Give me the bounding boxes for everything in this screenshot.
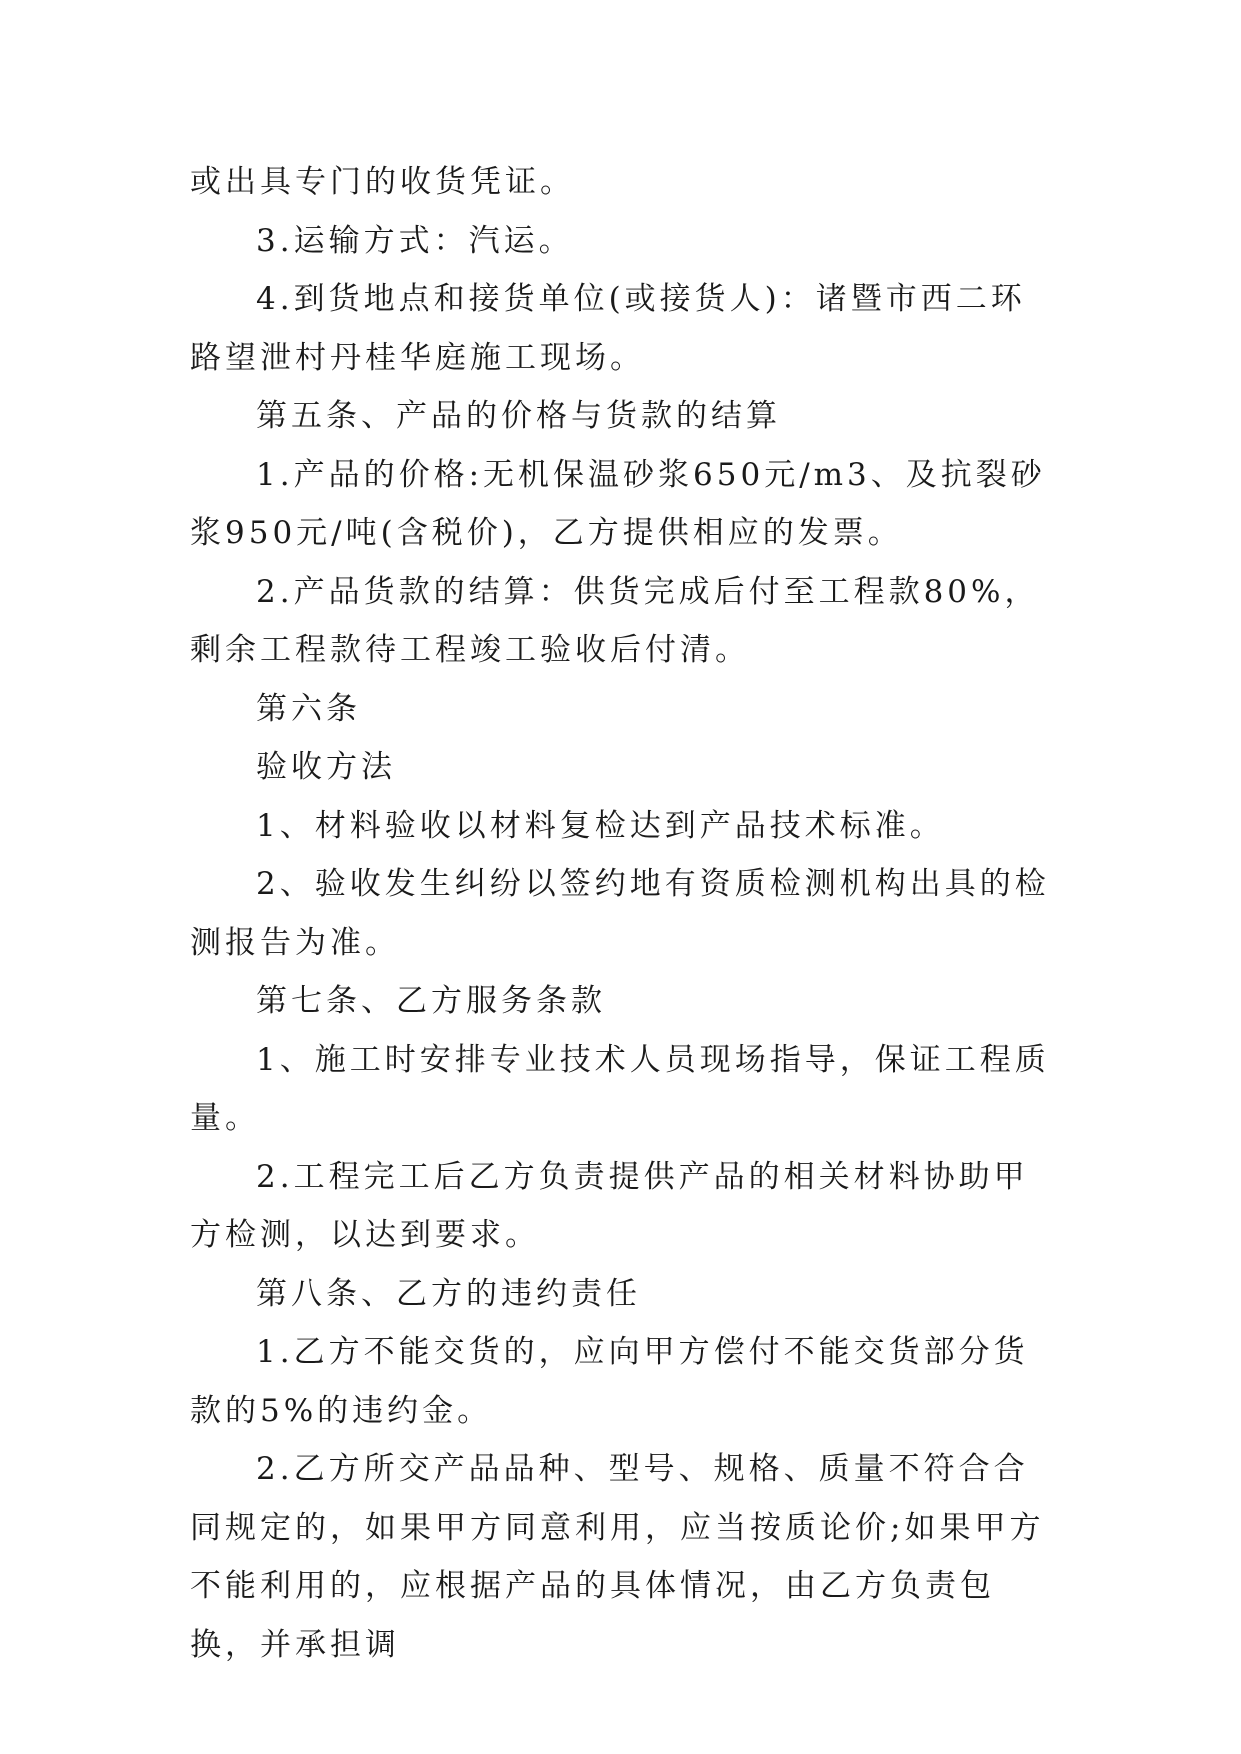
- paragraph: 1、材料验收以材料复检达到产品技术标准。: [256, 807, 945, 844]
- paragraph: 1.产品的价格:无机保温砂浆650元/m3、及抗裂砂浆950元/吨(含税价)，乙方提供相应的发票。: [190, 456, 1046, 551]
- paragraph: 2.产品货款的结算：供货完成后付至工程款80%，剩余工程款待工程竣工验收后付清。: [190, 573, 1040, 668]
- section-subheading: 验收方法: [256, 749, 396, 785]
- section-heading: 第八条、乙方的违约责任: [256, 1275, 641, 1312]
- paragraph: 3.运输方式：汽运。: [256, 222, 574, 259]
- paragraph: 1.乙方不能交货的，应向甲方偿付不能交货部分货款的5%的违约金。: [190, 1334, 1029, 1429]
- section-heading: 第六条: [256, 690, 361, 727]
- paragraph: 2.乙方所交产品品种、型号、规格、质量不符合合同规定的，如果甲方同意利用，应当按质论价;如果甲方不能利用的，应根据产品的具体情况，由乙方负责包换，并承担调: [190, 1451, 1045, 1663]
- section-heading: 第七条、乙方服务条款: [256, 983, 606, 1019]
- document-body: [190, 153, 1050, 1674]
- paragraph: 2.工程完工后乙方负责提供产品的相关材料协助甲方检测，以达到要求。: [190, 1158, 1029, 1253]
- paragraph: 1、施工时安排专业技术人员现场指导，保证工程质量。: [190, 1041, 1050, 1136]
- paragraph: 2、验收发生纠纷以签约地有资质检测机构出具的检测报告为准。: [190, 866, 1050, 961]
- paragraph: 4.到货地点和接货单位(或接货人)：诸暨市西二环路望泄村丹桂华庭施工现场。: [190, 281, 1026, 376]
- section-heading: 第五条、产品的价格与货款的结算: [256, 398, 781, 434]
- paragraph: 或出具专门的收货凭证。: [190, 164, 575, 200]
